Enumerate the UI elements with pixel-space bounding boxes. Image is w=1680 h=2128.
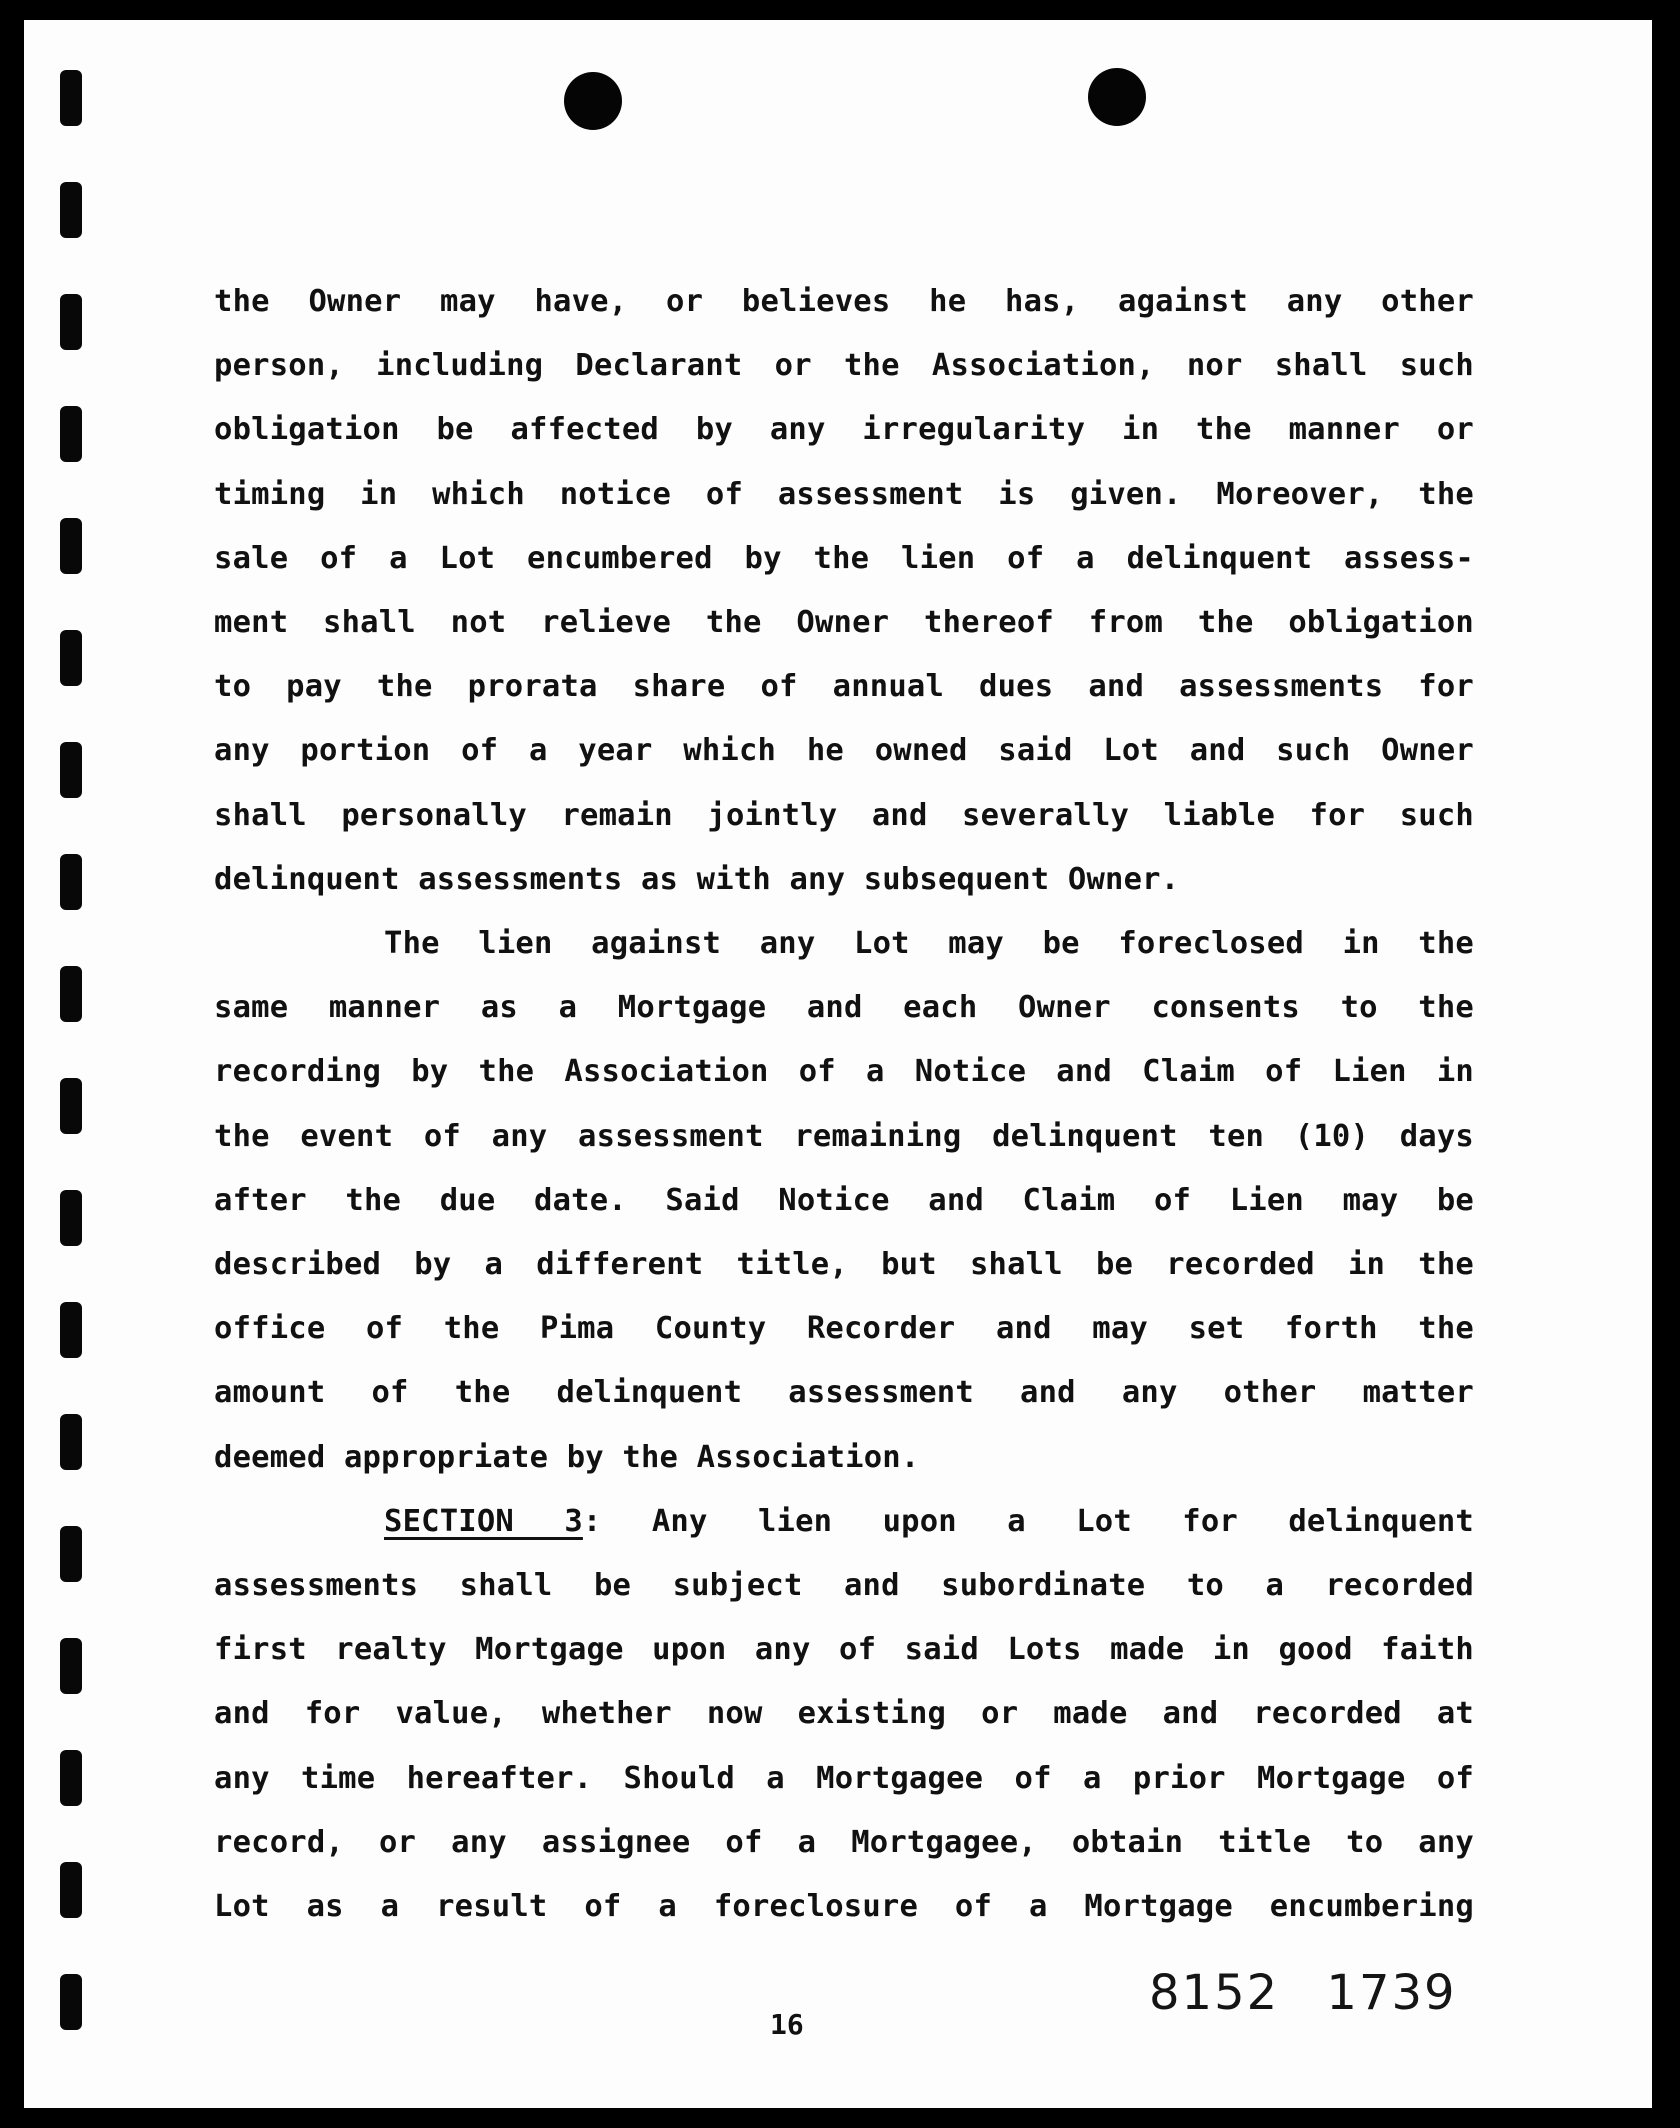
binder-mark bbox=[60, 182, 82, 238]
section-first-line: : Any lien upon a Lot for delinquent bbox=[582, 1503, 1474, 1539]
page-number: 16 bbox=[770, 2008, 804, 2041]
punch-hole-right bbox=[1088, 68, 1146, 126]
binder-mark bbox=[60, 1862, 82, 1918]
text-line: The lien against any Lot may be foreclosed in the bbox=[384, 926, 1474, 962]
paragraph-lien-foreclosure bbox=[214, 912, 1474, 1490]
binder-mark bbox=[60, 1526, 82, 1582]
binder-mark bbox=[60, 294, 82, 350]
section-heading: SECTION 3 bbox=[384, 1503, 583, 1539]
text-line: and for value, whether now existing or made and recorded at bbox=[214, 1696, 1474, 1732]
binder-mark bbox=[60, 518, 82, 574]
text-line: the Owner may have, or believes he has, against any other bbox=[214, 284, 1474, 319]
recording-number: 8152 1739 bbox=[1149, 1965, 1457, 2021]
binder-mark bbox=[60, 406, 82, 462]
text-line: to pay the prorata share of annual dues and assessments for bbox=[214, 669, 1474, 705]
binder-mark bbox=[60, 1974, 82, 2030]
text-line: obligation be affected by any irregularity in the manner or bbox=[214, 412, 1474, 448]
binder-mark bbox=[60, 1750, 82, 1806]
text-line: described by a different title, but shall be recorded in the bbox=[214, 1247, 1474, 1283]
punch-hole-left bbox=[564, 72, 622, 130]
text-line: Lot as a result of a foreclosure of a Mortgage encumbering bbox=[214, 1889, 1474, 1925]
binder-mark bbox=[60, 1638, 82, 1694]
binder-mark bbox=[60, 742, 82, 798]
text-line: shall personally remain jointly and severally liable for such bbox=[214, 797, 1474, 833]
text-line: timing in which notice of assessment is given. Moreover, the bbox=[214, 476, 1474, 512]
binder-mark bbox=[60, 1190, 82, 1246]
text-line: office of the Pima County Recorder and may set forth the bbox=[214, 1311, 1474, 1347]
text-line: person, including Declarant or the Association, nor shall such bbox=[214, 348, 1474, 384]
paragraph-section-3 bbox=[214, 1490, 1474, 1939]
text-line: same manner as a Mortgage and each Owner consents to the bbox=[214, 990, 1474, 1026]
text-line: sale of a Lot encumbered by the lien of a delinquent assess- bbox=[214, 540, 1474, 576]
binder-mark bbox=[60, 630, 82, 686]
text-line: amount of the delinquent assessment and any other matter bbox=[214, 1375, 1474, 1411]
text-line: deemed appropriate by the Association. bbox=[214, 1439, 920, 1475]
text-line: any time hereafter. Should a Mortgagee of a prior Mortgage of bbox=[214, 1760, 1474, 1796]
binder-mark bbox=[60, 1302, 82, 1358]
text-line bbox=[214, 1490, 1474, 1554]
text-line: assessments shall be subject and subordinate to a recorded bbox=[214, 1568, 1474, 1604]
text-line: record, or any assignee of a Mortgagee, obtain title to any bbox=[214, 1824, 1474, 1860]
text-line: the event of any assessment remaining delinquent ten (10) days bbox=[214, 1118, 1474, 1154]
text-line: after the due date. Said Notice and Claim of Lien may be bbox=[214, 1182, 1474, 1218]
text-line: any portion of a year which he owned said Lot and such Owner bbox=[214, 733, 1474, 769]
body-text bbox=[214, 270, 1474, 1939]
binder-mark bbox=[60, 1078, 82, 1134]
text-line: recording by the Association of a Notice and Claim of Lien in bbox=[214, 1054, 1474, 1090]
document-page bbox=[24, 20, 1652, 2108]
text-line: ment shall not relieve the Owner thereof from the obligation bbox=[214, 605, 1474, 641]
binder-mark bbox=[60, 1414, 82, 1470]
text-line: delinquent assessments as with any subsequent Owner. bbox=[214, 861, 1180, 897]
binder-mark bbox=[60, 854, 82, 910]
binder-mark bbox=[60, 966, 82, 1022]
paragraph-continuation bbox=[214, 270, 1474, 912]
binder-strip bbox=[60, 70, 90, 2100]
text-line: first realty Mortgage upon any of said Lots made in good faith bbox=[214, 1632, 1474, 1668]
binder-mark bbox=[60, 70, 82, 126]
